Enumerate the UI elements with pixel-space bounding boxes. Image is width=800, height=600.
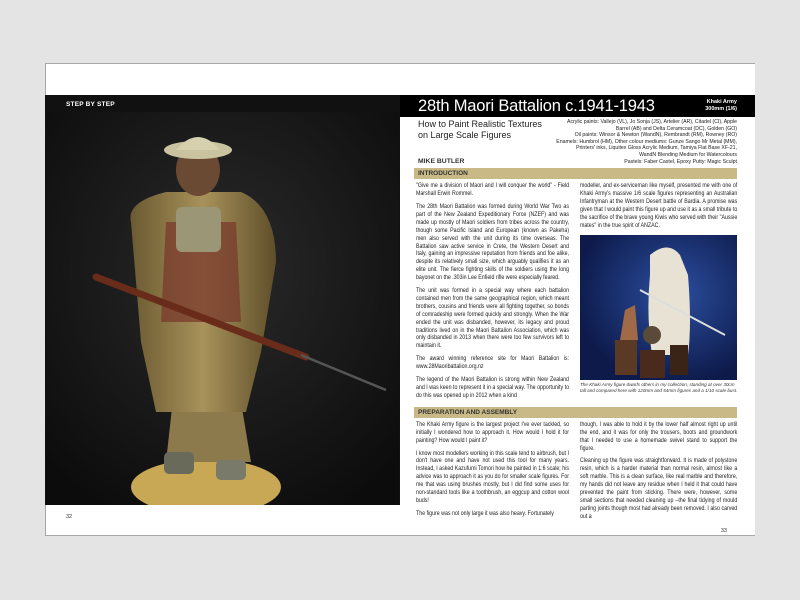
paints-line: WandN Blending Medium for Watercolours bbox=[639, 151, 737, 158]
paragraph: The 28th Maori Battalion was formed during World War Two as part of the New Zealand Expeditionary Force (NZEF) and was made up mostly of Maori soldiers from tribes across the country, though some Pacific Island and European (known as Pakeha) men also served with the unit during its time overseas. The Battalion saw active service in Crete, the Western Desert and Italy, gaining an impressive reputation from friends and foe alike, despite its relatively small size, which arguably qualifies it as an elite unit. The fierce fighting skills of the soldiers using the long bayonet on the .303in Lee Enfield rifle were especially feared. bbox=[416, 202, 569, 282]
paints-line: Acrylic paints: Vallejo (VL), Jo Sonja (JS), Artelier (AR), Citadel (CI), Apple bbox=[567, 119, 737, 125]
intro-section bbox=[414, 182, 737, 405]
paragraph: though, I was able to hold it by the lower half almost right up until the end, and it was for only the trousers, boots and groundwork that I needed to use a homemade swivel stand to support the figure. bbox=[580, 420, 738, 452]
article-header bbox=[414, 119, 737, 165]
intro-heading-bar bbox=[414, 168, 737, 179]
header-left bbox=[414, 119, 542, 165]
prep-heading-bar bbox=[414, 407, 737, 418]
photo-caption: The Khaki Army figure dwarfs others in my collection, standing at over 30cm tall and compared here with 120mm and 54mm figures and a 1/10 scale bust. bbox=[580, 381, 738, 393]
paragraph: The award winning reference site for Maori Battalion is: www.28Maoribattalion.org.nz bbox=[416, 355, 569, 371]
author-name: MIKE BUTLER bbox=[418, 158, 465, 166]
paints-list bbox=[548, 119, 737, 165]
paragraph: The figure was not only large it was also heavy. Fortunately bbox=[416, 509, 554, 517]
paragraph: The legend of the Maori Battalion is strong within New Zealand and I was keen to represent it in a special way. The opportunity to do this was opened up in 2012 when a kind bbox=[416, 376, 569, 399]
figure-comparison-photo bbox=[580, 235, 737, 380]
paragraph: I know most modellers working in this scale tend to airbrush, but I don't have one and have not used this tool for many years. Instead, I asked Kazufumi Tomori how he painted in 1:6 scale; his advice was to approach it as you do for smaller scale figures. For me that was using brushes mostly, but I did find some uses for non-standard tools like a toothbrush, an eggcup and cotton wool buds! bbox=[416, 449, 569, 504]
section-label: STEP BY STEP bbox=[66, 101, 115, 108]
paragraph: The unit was formed in a special way where each battalion contained men from the same geographical region, which meant brothers, cousins and friends were all fighting together, so bonds of comradeship were formed quickly and strongly. When the War ended the unit was disbanded, however, its legacy and proud traditions lived on in the Maori Battalion Association, which was only disbanded in 2013 when there were too few survivors left to maintain it. bbox=[416, 287, 569, 350]
kit-scale: 300mm (1/6) bbox=[705, 106, 737, 112]
paragraph: "Give me a division of Maori and I will conquer the world" - Field Marshall Erwin Rommel. bbox=[416, 182, 569, 198]
paints-line: Barrel (AB) and Delta Ceramcoat (DC), Golden (GO) bbox=[615, 125, 737, 132]
kit-maker: Khaki Army bbox=[706, 99, 737, 105]
subtitle-line: on Large Scale Figures bbox=[418, 129, 512, 140]
maori-soldier-figure-photo bbox=[46, 112, 399, 505]
intro-heading: INTRODUCTION bbox=[418, 170, 468, 178]
page-number-right: 33 bbox=[720, 527, 727, 534]
prep-column-2 bbox=[580, 421, 737, 526]
prep-section bbox=[414, 421, 737, 526]
article-body bbox=[414, 119, 737, 534]
paints-line: Oil paints: Winsor & Newton (WandN), Rembrandt (RM), Rowney (RO) bbox=[574, 132, 737, 139]
paints-line: Pastels: Faber Castel, Epoxy Putty: Magic Sculpt bbox=[624, 158, 737, 165]
article-subtitle bbox=[414, 119, 542, 140]
paints-line: Printers' inks, Liquitex Gloss Acrylic Medium, Tamiya Flat Base XF-21, bbox=[576, 145, 737, 152]
paragraph: modeller, and ex-serviceman like myself, presented me with one of Khaki Army's massive 1/6 scale figures representing an Australian Infantryman at the Western Desert battle of Bardia. A promise was given that I would paint this figure up and use it as a small tribute to the sacrifice of the brave young Kiwis who served with their "Aussie mates" in the true spirit of ANZAC. bbox=[580, 182, 738, 229]
prep-column-1 bbox=[416, 421, 569, 526]
intro-column-1 bbox=[416, 182, 569, 405]
kit-info bbox=[705, 99, 737, 113]
paragraph: Cleaning up the figure was straightforward. It is made of polystone resin, which is a harder material than normal resin, almost like a soft marble. This is a clean surface, like real marble and therefore, my hands did not leave any residue when I held it that could have prevented the paint from sticking. There were, however, some small sections that needed cleaning up –the final tidying of mould parting joints though most had already been removed. I also carved out a bbox=[580, 457, 738, 520]
paragraph: The Khaki Army figure is the largest project I've ever tackled, so initially I wondered how to approach it. How would I hold it for painting? How would I paint it? bbox=[416, 420, 569, 444]
page-number-left: 32 bbox=[66, 514, 73, 520]
article-title: 28th Maori Battalion c.1941-1943 bbox=[418, 96, 655, 115]
paints-line: Enamels: Humbrol (HM), Other colour mediums: Gunze Sango Mr Metal (MM), bbox=[556, 138, 737, 145]
subtitle-line: How to Paint Realistic Textures bbox=[418, 119, 542, 129]
title-band bbox=[400, 95, 755, 117]
prep-heading: PREPARATION AND ASSEMBLY bbox=[418, 408, 518, 416]
intro-column-2 bbox=[580, 182, 737, 405]
